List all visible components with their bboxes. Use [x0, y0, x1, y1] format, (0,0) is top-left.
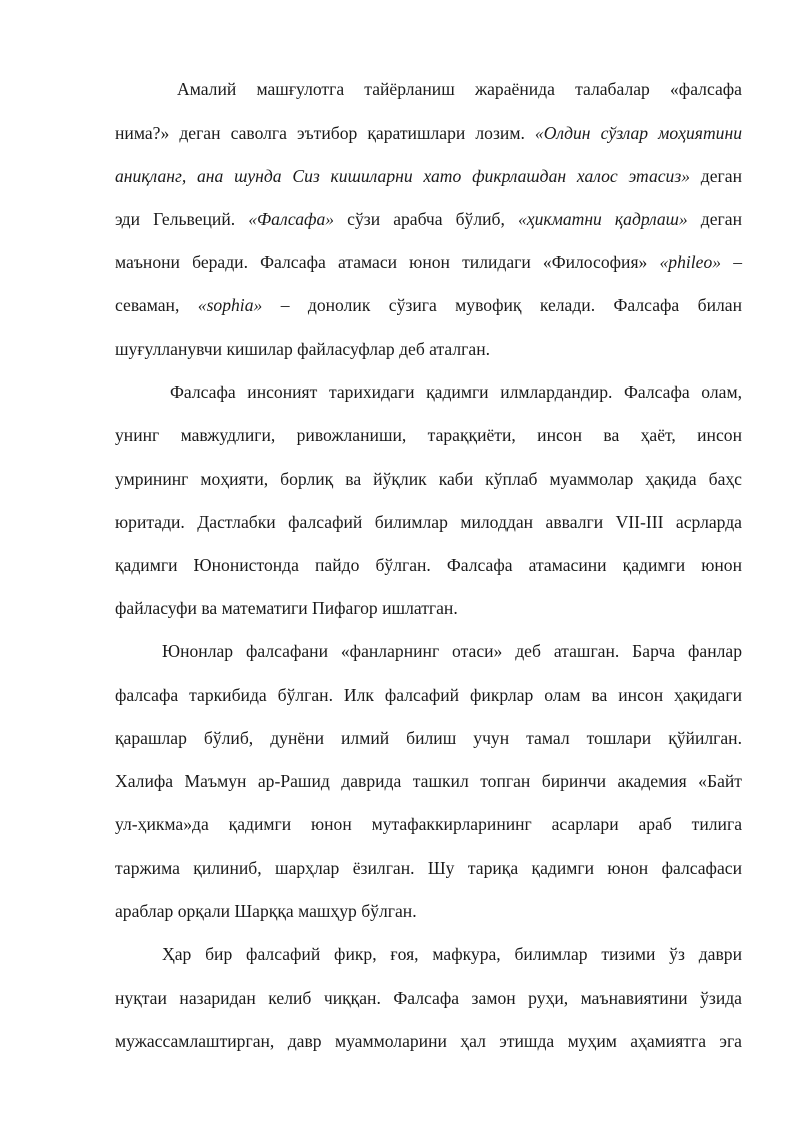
text-run: севаман,	[115, 295, 198, 315]
italic-quote: «Олдин сўзлар моҳиятини	[534, 123, 742, 143]
text-run: –	[721, 252, 742, 272]
text-run: деган	[687, 209, 742, 229]
paragraph-3-line-3: қарашлар бўлиб, дунёни илмий билиш учун тамал тошлари қўйилган.	[115, 728, 742, 748]
paragraph-2-line-3: умрининг моҳияти, борлиқ ва йўқлик каби кўплаб муаммолар ҳақида баҳс	[115, 469, 742, 489]
text-run: маънони беради. Фалсафа атамаси юнон тилидаги «Философия»	[115, 252, 660, 272]
paragraph-1-line-7: шуғулланувчи кишилар файласуфлар деб аталган.	[115, 339, 491, 359]
italic-quote: аниқланг, ана шунда Сиз кишиларни хато фикрлашдан халос этасиз»	[115, 166, 691, 186]
paragraph-2-line-1: Фалсафа инсоният тарихидаги қадимги илмлардандир. Фалсафа олам,	[170, 382, 742, 402]
paragraph-2-line-4: юритади. Дастлабки фалсафий билимлар милоддан аввалги VII-III асрларда	[115, 512, 742, 532]
paragraph-3-line-1: Юнонлар фалсафани «фанларнинг отаси» деб аташган. Барча фанлар	[162, 641, 742, 661]
paragraph-4-line-3: мужассамлаштирган, давр муаммоларини ҳал этишда муҳим аҳамиятга эга	[115, 1031, 742, 1051]
italic-term: «sophia»	[197, 295, 263, 315]
paragraph-4-line-1: Ҳар бир фалсафий фикр, ғоя, мафкура, билимлар тизими ўз даври	[162, 944, 742, 964]
italic-term: «phileo»	[659, 252, 722, 272]
paragraph-1-line-4	[115, 206, 742, 232]
paragraph-3-line-2: фалсафа таркибида бўлган. Илк фалсафий фикрлар олам ва инсон ҳақидаги	[115, 685, 742, 705]
paragraph-3-line-6: таржима қилиниб, шарҳлар ёзилган. Шу тариқа қадимги юнон фалсафаси	[115, 858, 742, 878]
text-run: эди Гельвеций.	[115, 209, 249, 229]
paragraph-1-line-5	[115, 249, 742, 275]
paragraph-3-line-7: араблар орқали Шарққа машҳур бўлган.	[115, 901, 417, 921]
text-run: сўзи арабча бўлиб,	[334, 209, 518, 229]
paragraph-3-line-5: ул-ҳикма»да қадимги юнон мутафаккирларининг асарлари араб тилига	[115, 814, 742, 834]
italic-term: «ҳикматни қадрлаш»	[517, 209, 688, 229]
text-run: – донолик сўзига мувофиқ келади. Фалсафа билан	[262, 295, 742, 315]
paragraph-2-line-2: унинг мавжудлиги, ривожланиши, тараққиёти, инсон ва ҳаёт, инсон	[115, 425, 742, 445]
italic-term: «Фалсафа»	[248, 209, 335, 229]
paragraph-2-line-5: қадимги Юнонистонда пайдо бўлган. Фалсафа атамасини қадимги юнон	[115, 555, 742, 575]
paragraph-2-line-6: файласуфи ва математиги Пифагор ишлатган.	[115, 598, 458, 618]
paragraph-4-line-2: нуқтаи назаридан келиб чиққан. Фалсафа замон руҳи, маънавиятини ўзида	[115, 988, 742, 1008]
paragraph-1-line-6	[115, 292, 742, 318]
paragraph-1-line-2	[115, 120, 742, 146]
paragraph-1-line-3	[115, 163, 742, 189]
paragraph-3-line-4: Халифа Маъмун ар-Рашид даврида ташкил топган биринчи академия «Байт	[115, 771, 742, 791]
paragraph-1-line-1: Амалий машғулотга тайёрланиш жараёнида талабалар «фалсафа	[177, 79, 742, 99]
text-run: нима?» деган саволга эътибор қаратишлари лозим.	[115, 123, 535, 143]
text-run: деган	[690, 166, 742, 186]
